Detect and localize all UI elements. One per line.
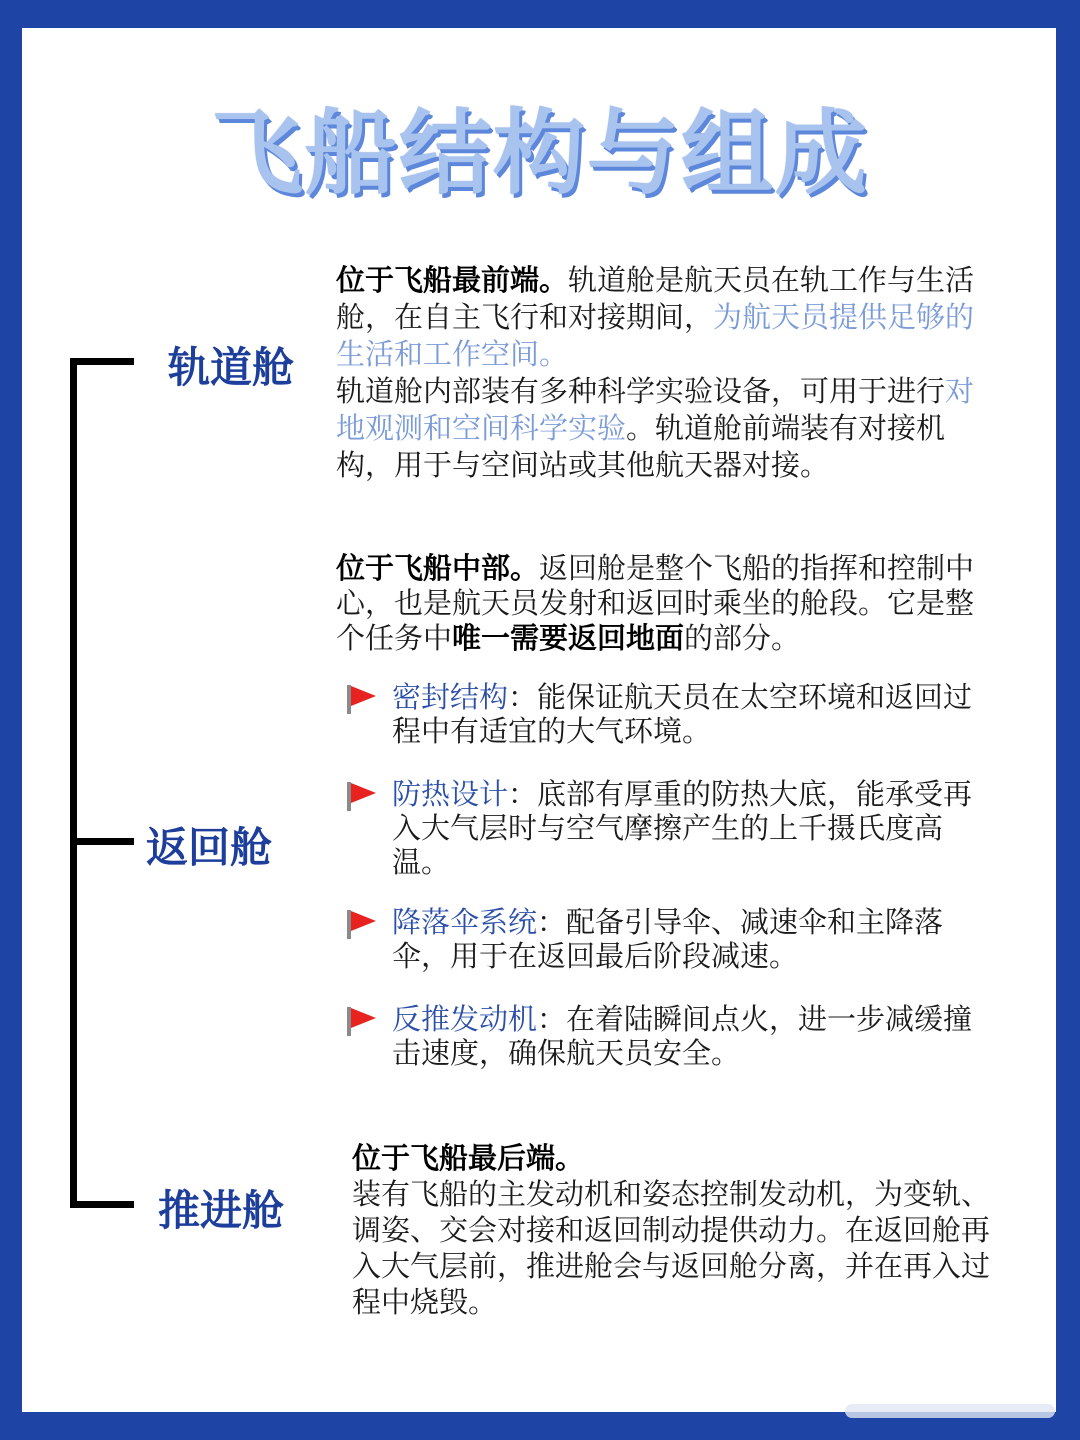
return-module-label: 返回舱 (146, 823, 273, 872)
orbital-module-label: 轨道舱 (168, 343, 295, 392)
feature-separator: ： (508, 680, 538, 714)
propulsion-lead: 位于飞船最后端。 (352, 1141, 585, 1175)
feature-separator: ： (508, 777, 538, 811)
orbital-p1-text: 轨道舱是航天员在轨工作与生活舱，在自主飞行和对接期间， (336, 263, 975, 334)
branch-line-propulsion (70, 1201, 134, 1208)
feature-key: 防热设计 (392, 777, 509, 811)
return-module-description (336, 551, 986, 656)
orbital-paragraph-2 (336, 373, 986, 484)
feature-key: 密封结构 (392, 680, 509, 714)
orbital-module-description (336, 262, 986, 484)
feature-description: 底部有厚重的防热大底，能承受再入大气层时与空气摩擦产生的上千摄氏度高温。 (392, 777, 973, 879)
return-feature-text (392, 905, 982, 973)
return-p1-bold: 唯一需要返回地面 (452, 621, 685, 655)
page-title: 飞船结构与组成 (210, 100, 869, 207)
propulsion-module-description (352, 1140, 997, 1320)
return-feature-text (392, 680, 982, 748)
orbital-p2-highlight: 对地观测和空间科学实验 (336, 374, 975, 445)
feature-description: 配备引导伞、减速伞和主降落伞，用于在返回最后阶段减速。 (392, 905, 944, 973)
return-lead: 位于飞船中部。 (336, 551, 540, 585)
branch-line-return (70, 838, 134, 845)
red-flag-icon (344, 682, 378, 716)
tree-trunk-line (70, 358, 77, 1208)
feature-description: 能保证航天员在太空环境和返回过程中有适宜的大气环境。 (392, 680, 973, 748)
feature-description: 在着陆瞬间点火，进一步减缓撞击速度，确保航天员安全。 (392, 1002, 973, 1070)
feature-key: 反推发动机 (392, 1002, 538, 1036)
feature-separator: ： (537, 905, 567, 939)
return-feature-text (392, 1002, 982, 1070)
return-p1-text-end: 的部分。 (684, 621, 801, 655)
red-flag-icon (344, 1004, 378, 1038)
return-feature-text (392, 777, 982, 879)
watermark-strip (845, 1404, 1055, 1418)
feature-key: 降落伞系统 (392, 905, 538, 939)
orbital-p2-text: 轨道舱内部装有多种科学实验设备，可用于进行 (336, 374, 946, 408)
feature-separator: ： (537, 1002, 567, 1036)
branch-line-orbital (70, 358, 134, 365)
return-paragraph-1 (336, 551, 986, 656)
return-p1-text: 返回舱是整个飞船的指挥和控制中心，也是航天员发射和返回时乘坐的舱段。它是整个任务中 (336, 551, 975, 655)
orbital-p1-highlight: 为航天员提供足够的生活和工作空间。 (336, 300, 975, 371)
orbital-paragraph-1 (336, 262, 986, 373)
orbital-lead: 位于飞船最前端。 (336, 263, 569, 297)
red-flag-icon (344, 907, 378, 941)
red-flag-icon (344, 779, 378, 813)
propulsion-paragraph: 装有飞船的主发动机和姿态控制发动机，为变轨、调姿、交会对接和返回制动提供动力。在返回舱再入大气层前，推进舱会与返回舱分离，并在再入过程中烧毁。 (352, 1177, 991, 1319)
propulsion-module-label: 推进舱 (158, 1186, 285, 1235)
orbital-p2-text-end: 。轨道舱前端装有对接机构，用于与空间站或其他航天器对接。 (336, 411, 946, 482)
